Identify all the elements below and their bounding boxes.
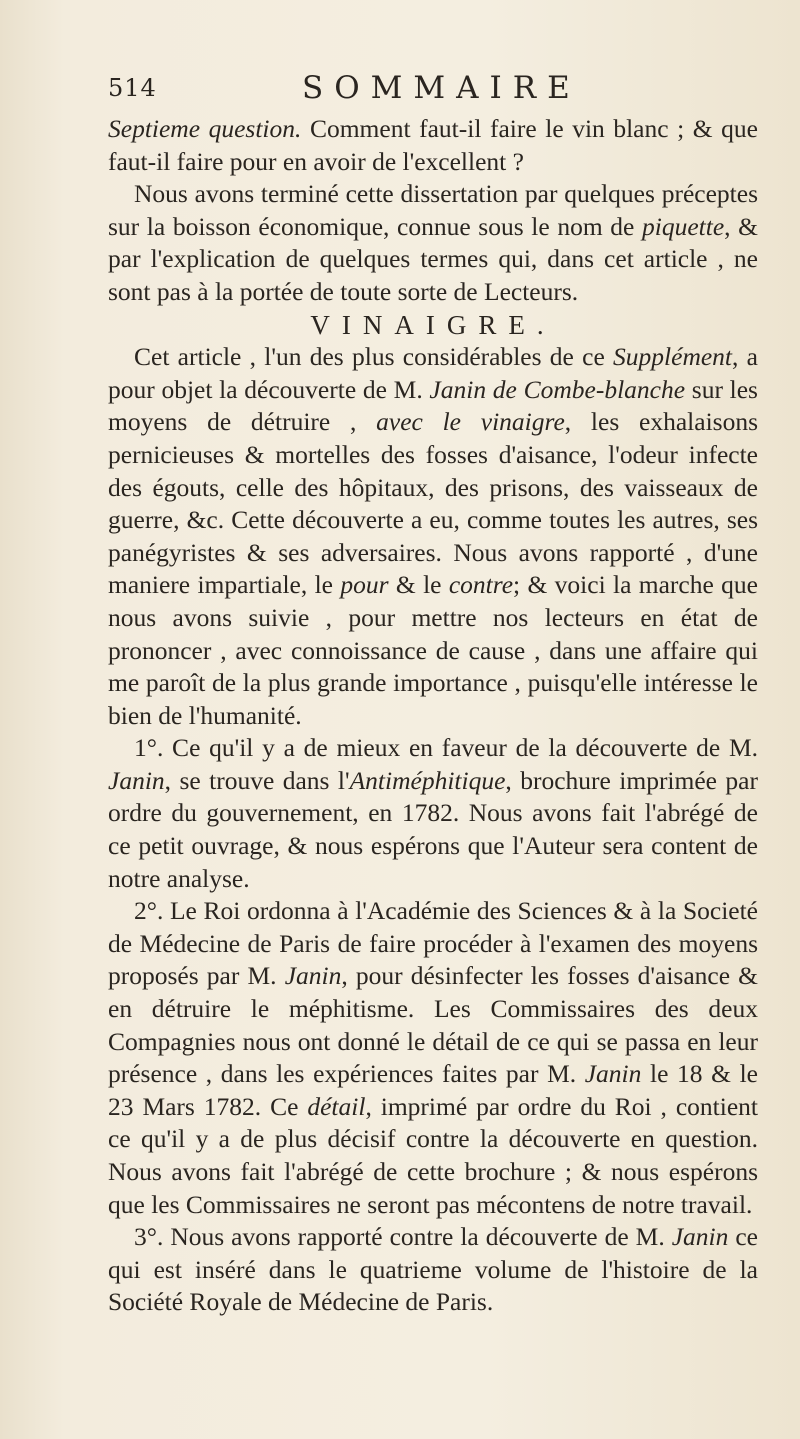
point1-text-a: 1°. Ce qu'il y a de mieux en faveur de la découverte de M. bbox=[134, 733, 758, 763]
main-italic-1: Supplément bbox=[613, 342, 733, 372]
point2-text-c: le 18 & le 23 Mars 1782. Ce bbox=[108, 1059, 758, 1121]
point2-italic-a: Janin bbox=[284, 961, 342, 991]
main-italic-4: pour bbox=[340, 570, 389, 600]
point2-text-d: , imprimé par ordre du Roi , contient ce qu'il y a de plus décisif contre la découverte en question. Nous avons fait l'abrégé de cette brochure ; & nous espérons que les Commissaires ne seront pas mécontens de notre travail. bbox=[108, 1091, 758, 1219]
point3-italic-a: Janin bbox=[671, 1222, 729, 1252]
running-title: SOMMAIRE bbox=[302, 70, 581, 106]
intro-p2-text-a: Nous avons terminé cette dissertation par quelques préceptes sur la boisson économique, connue sous le nom de bbox=[108, 179, 758, 241]
point-1-paragraph bbox=[108, 732, 758, 895]
point1-text-b: , se trouve dans l' bbox=[164, 765, 350, 795]
main-paragraph bbox=[108, 341, 758, 732]
body-text bbox=[108, 113, 758, 1319]
point-3-paragraph bbox=[108, 1221, 758, 1319]
point2-italic-b: Janin bbox=[584, 1059, 642, 1089]
intro-question-paragraph bbox=[108, 113, 758, 178]
section-title: VINAIGRE. bbox=[310, 309, 556, 340]
main-italic-5: contre bbox=[448, 570, 514, 600]
intro-lead-text: Comment faut-il faire le vin blanc ; & que faut-il faire pour en avoir de l'excellent ? bbox=[108, 114, 758, 176]
point2-italic-c: détail bbox=[307, 1091, 366, 1121]
point3-text-a: 3°. Nous avons rapporté contre la découverte de M. bbox=[134, 1222, 672, 1252]
main-text-6: ; & voici la marche que nous avons suivie , pour mettre nos lecteurs en état de prononcer , avec connoissance de cause , dans une affaire qui me paroît de la plus grande importance , puisqu'elle intéresse le bien de l'humanité. bbox=[108, 570, 758, 730]
intro-lead-italic: Septieme question. bbox=[108, 114, 302, 143]
intro-summary-paragraph bbox=[108, 178, 758, 308]
main-italic-3: avec le vinaigre bbox=[376, 407, 565, 437]
intro-p2-italic: piquette bbox=[642, 211, 725, 241]
main-text-4: , les exhalaisons pernicieuses & mortelles des fosses d'aisance, l'odeur infecte des égouts, celle des hôpitaux, des prisons, des vaisseaux de guerre, &c. Cette découverte a eu, comme toutes les autres, ses panégyristes & ses adversaires. Nous avons rapporté , d'une maniere impartiale, le bbox=[108, 407, 758, 600]
intro-p2-text-b: , & par l'explication de quelques termes qui, dans cet article , ne sont pas à la portée de toute sorte de Lecteurs. bbox=[108, 211, 758, 306]
page-header bbox=[108, 70, 708, 110]
point1-italic-a: Janin bbox=[108, 765, 165, 795]
main-text-5: & le bbox=[388, 570, 449, 600]
main-text-2: , a pour objet la découverte de M. bbox=[108, 342, 758, 404]
point1-text-c: , brochure imprimée par ordre du gouvernement, en 1782. Nous avons fait l'abrégé de ce petit ouvrage, & nous espérons que l'Auteur sera content de notre analyse. bbox=[108, 765, 758, 893]
point1-italic-b: Antiméphitique bbox=[349, 765, 506, 795]
main-text-3: sur les moyens de détruire , bbox=[108, 374, 758, 437]
main-text-1: Cet article , l'un des plus considérables de ce bbox=[134, 342, 614, 372]
point2-text-a: 2°. Le Roi ordonna à l'Académie des Sciences & à la Societé de Médecine de Paris de faire procéder à l'examen des moyens proposés par M. bbox=[108, 896, 758, 991]
main-italic-2: Janin de Combe-blanche bbox=[429, 374, 686, 404]
point-2-paragraph bbox=[108, 895, 758, 1221]
point3-text-b: ce qui est inséré dans le quatrieme volume de l'histoire de la Société Royale de Médecine de Paris. bbox=[108, 1222, 758, 1317]
page-number: 514 bbox=[108, 74, 157, 102]
point2-text-b: , pour désinfecter les fosses d'aisance & en détruire le méphitisme. Les Commissaires des deux Compagnies nous ont donné le détail de ce qui se passa en leur présence , dans les expériences faites par M. bbox=[108, 961, 758, 1089]
